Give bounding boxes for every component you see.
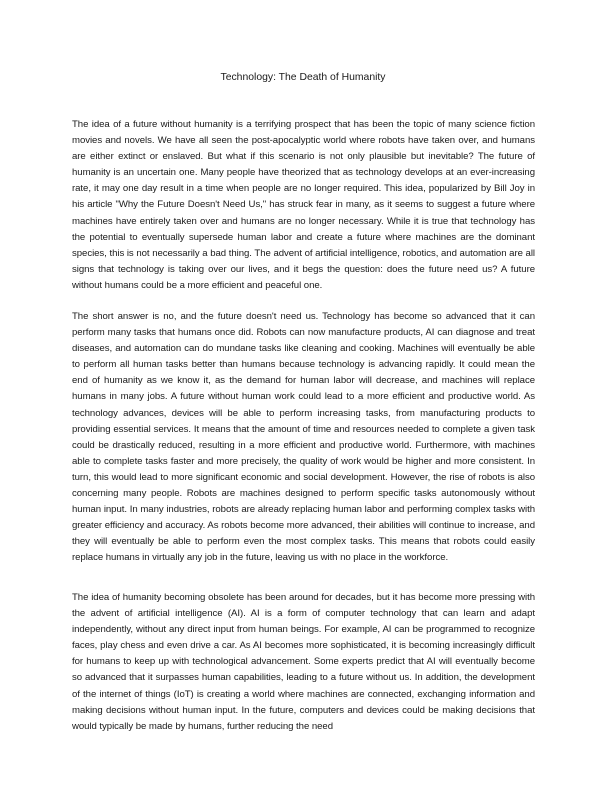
paragraph-1: The idea of a future without humanity is a terrifying prospect that has been the topic of many science fiction movies and novels. We have all seen the post-apocalyptic world where robots have taken over, and humans are either extinct or enslaved. But what if this scenario is not only plausible but inevitable? The future of humanity is an uncertain one. Many people have theorized that as technology develops at an ever-increasing rate, it may one day result in a time when people are no longer required. This idea, popularized by Bill Joy in his article "Why the Future Doesn't Need Us," has struck fear in many, as it seems to suggest a future where machines have entirely taken over and humans are no longer necessary. While it is true that technology has the potential to eventually supersede human labor and create a future where machines are the dominant species, this is not necessarily a bad thing. The advent of artificial intelligence, robotics, and automation are all signs that technology is taking over our lives, and it begs the question: does the future need us? A future without humans could be a more efficient and peaceful one. <box>72 119 535 291</box>
paragraph-3: The idea of humanity becoming obsolete has been around for decades, but it has become more pressing with the advent of artificial intelligence (AI). AI is a form of computer technology that can learn and adapt independently, without any direct input from human beings. For example, AI can be programmed to recognize faces, play chess and even drive a car. As AI becomes more sophisticated, it is becoming increasingly difficult for humans to keep up with technological advancement. Some experts predict that AI will eventually become so advanced that it surpasses human capabilities, leading to a future without us. In addition, the development of the internet of things (IoT) is creating a world where machines are connected, exchanging information and making decisions without human input. In the future, computers and devices could be making decisions that would typically be made by humans, further reducing the need <box>72 592 535 732</box>
document-title: Technology: The Death of Humanity <box>220 72 386 83</box>
paragraph-2: The short answer is no, and the future doesn't need us. Technology has become so advanced that it can perform many tasks that humans once did. Robots can now manufacture products, AI can diagnose and treat diseases, and automation can do mundane tasks like cleaning and cooking. Machines will eventually be able to perform all human tasks better than humans because technology is advancing rapidly. It could mean the end of humanity as we know it, as the demand for human labor will decrease, and machines will replace humans in many jobs. A future without human work could lead to a more efficient and productive world. As technology advances, devices will be able to perform increasing tasks, from manufacturing products to providing essential services. It means that the amount of time and resources needed to complete a given task could be drastically reduced, resulting in a more efficient and productive world. Furthermore, with machines able to complete tasks faster and more precisely, the quality of work would be higher and more consistent. In turn, this would lead to more significant economic and social development. However, the rise of robots is also concerning many people. Robots are machines designed to perform specific tasks autonomously without human input. In many industries, robots are already replacing human labor and performing complex tasks with greater efficiency and accuracy. As robots become more advanced, their abilities will continue to increase, and they will eventually be able to perform even the most complex tasks. This means that robots could easily replace humans in virtually any job in the future, leaving us with no place in the workforce. <box>72 311 535 564</box>
